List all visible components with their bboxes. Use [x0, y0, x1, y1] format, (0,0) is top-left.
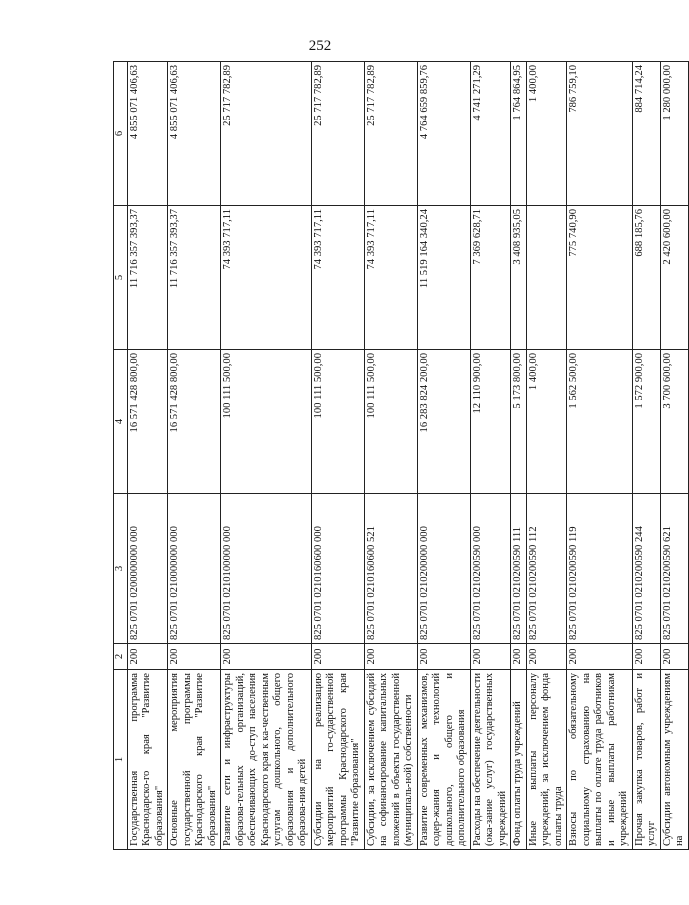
row-executed: 11 716 357 393,37	[127, 206, 168, 350]
row-executed: 775 740,90	[567, 206, 633, 350]
row-code: 200	[632, 644, 660, 670]
row-planned: 16 571 428 800,00	[168, 350, 221, 494]
header-cell-3: 3	[114, 494, 128, 644]
row-executed: 74 393 717,11	[364, 206, 417, 350]
row-remaining: 25 717 782,89	[311, 62, 364, 206]
header-cell-2: 2	[114, 644, 128, 670]
header-cell-6: 6	[114, 62, 128, 206]
row-code: 200	[660, 644, 688, 670]
table-row	[660, 62, 688, 850]
page-number: 252	[308, 38, 332, 54]
row-code: 200	[168, 644, 221, 670]
row-code: 200	[526, 644, 567, 670]
row-executed: 3 408 935,05	[511, 206, 527, 350]
row-classification: 825 0701 0210200590 112	[526, 494, 567, 644]
table-row	[470, 62, 511, 850]
table-row	[168, 62, 221, 850]
table-row	[632, 62, 660, 850]
row-classification: 825 0701 0210200590 000	[470, 494, 511, 644]
row-planned: 100 111 500,00	[311, 350, 364, 494]
row-classification: 825 0701 0210200000 000	[417, 494, 470, 644]
row-remaining: 4 855 071 406,63	[127, 62, 168, 206]
row-code: 200	[311, 644, 364, 670]
row-executed: 74 393 717,11	[221, 206, 312, 350]
row-remaining: 4 855 071 406,63	[168, 62, 221, 206]
row-name: Расходы на обеспечение деятельности (ока-зание услуг) государственных учреждений	[470, 670, 511, 850]
row-remaining: 4 764 659 859,76	[417, 62, 470, 206]
row-remaining: 1 400,00	[526, 62, 567, 206]
row-planned: 1 572 900,00	[632, 350, 660, 494]
row-code: 200	[511, 644, 527, 670]
row-remaining: 1 280 000,00	[660, 62, 688, 206]
row-code: 200	[364, 644, 417, 670]
row-classification: 825 0701 0210160600 521	[364, 494, 417, 644]
row-planned: 100 111 500,00	[221, 350, 312, 494]
row-executed: 7 369 628,71	[470, 206, 511, 350]
table-row	[567, 62, 633, 850]
row-classification: 825 0701 0210200590 119	[567, 494, 633, 644]
table-row	[221, 62, 312, 850]
row-remaining: 25 717 782,89	[364, 62, 417, 206]
row-planned: 3 700 600,00	[660, 350, 688, 494]
row-planned: 16 283 824 200,00	[417, 350, 470, 494]
table-row	[526, 62, 567, 850]
row-planned: 16 571 428 800,00	[127, 350, 168, 494]
row-name: Взносы по обязательному социальному страхованию на выплаты по оплате труда работников и иные выплаты работникам учреждений	[567, 670, 633, 850]
budget-table	[113, 61, 689, 850]
row-classification: 825 0701 0200000000 000	[127, 494, 168, 644]
row-planned: 5 173 800,00	[511, 350, 527, 494]
row-remaining: 25 717 782,89	[221, 62, 312, 206]
row-classification: 825 0701 0210100000 000	[221, 494, 312, 644]
header-cell-4: 4	[114, 350, 128, 494]
row-code: 200	[470, 644, 511, 670]
row-executed	[526, 206, 567, 350]
row-remaining: 786 759,10	[567, 62, 633, 206]
row-planned: 12 110 900,00	[470, 350, 511, 494]
row-executed: 2 420 600,00	[660, 206, 688, 350]
row-name: Развитие сети и инфраструктуры образова-тельных организаций, обеспечивающих до-ступ населения Краснодарского края к ка-чественным услугам дошкольного, общего образования и дополнительного образова-ния детей	[221, 670, 312, 850]
rotated-table-container	[113, 62, 685, 850]
row-remaining: 884 714,24	[632, 62, 660, 206]
row-planned: 1 400,00	[526, 350, 567, 494]
row-executed: 74 393 717,11	[311, 206, 364, 350]
row-code: 200	[417, 644, 470, 670]
row-code: 200	[567, 644, 633, 670]
row-planned: 100 111 500,00	[364, 350, 417, 494]
row-code: 200	[127, 644, 168, 670]
row-name: Субсидии на реализацию мероприятий го-сударственной программы Краснодарского края "Развитие образования"	[311, 670, 364, 850]
row-name: Иные выплаты персоналу учреждений, за исключением фонда оплаты труда	[526, 670, 567, 850]
row-planned: 1 562 500,00	[567, 350, 633, 494]
row-remaining: 4 741 271,29	[470, 62, 511, 206]
row-name: Основные мероприятия государственной программы Краснодарского края "Развитие образования"	[168, 670, 221, 850]
table-header-row	[114, 62, 128, 850]
table-row	[127, 62, 168, 850]
row-code: 200	[221, 644, 312, 670]
row-executed: 688 185,76	[632, 206, 660, 350]
row-classification: 825 0701 0210160600 000	[311, 494, 364, 644]
row-name: Фонд оплаты труда учреждений	[511, 670, 527, 850]
row-classification: 825 0701 0210200590 621	[660, 494, 688, 644]
row-name: Субсидии, за исключением субсидий на софинансирование капитальных вложений в объекты государственной (муниципаль-ной) собственности	[364, 670, 417, 850]
row-executed: 11 519 164 340,24	[417, 206, 470, 350]
table-frame	[113, 62, 685, 850]
row-remaining: 1 764 864,95	[511, 62, 527, 206]
row-classification: 825 0701 0210000000 000	[168, 494, 221, 644]
row-classification: 825 0701 0210200590 244	[632, 494, 660, 644]
header-cell-1: 1	[114, 670, 128, 850]
table-row	[311, 62, 364, 850]
row-executed: 11 716 357 393,37	[168, 206, 221, 350]
row-name: Субсидии автономным учреждениям на	[660, 670, 688, 850]
row-name: Прочая закупка товаров, работ и услуг	[632, 670, 660, 850]
row-name: Государственная программа Краснодарско-го края "Развитие образования"	[127, 670, 168, 850]
row-name: Развитие современных механизмов, содер-жания и технологий дошкольного, общего и дополнительного образования	[417, 670, 470, 850]
table-row	[511, 62, 527, 850]
row-classification: 825 0701 0210200590 111	[511, 494, 527, 644]
header-cell-5: 5	[114, 206, 128, 350]
table-row	[417, 62, 470, 850]
table-row	[364, 62, 417, 850]
